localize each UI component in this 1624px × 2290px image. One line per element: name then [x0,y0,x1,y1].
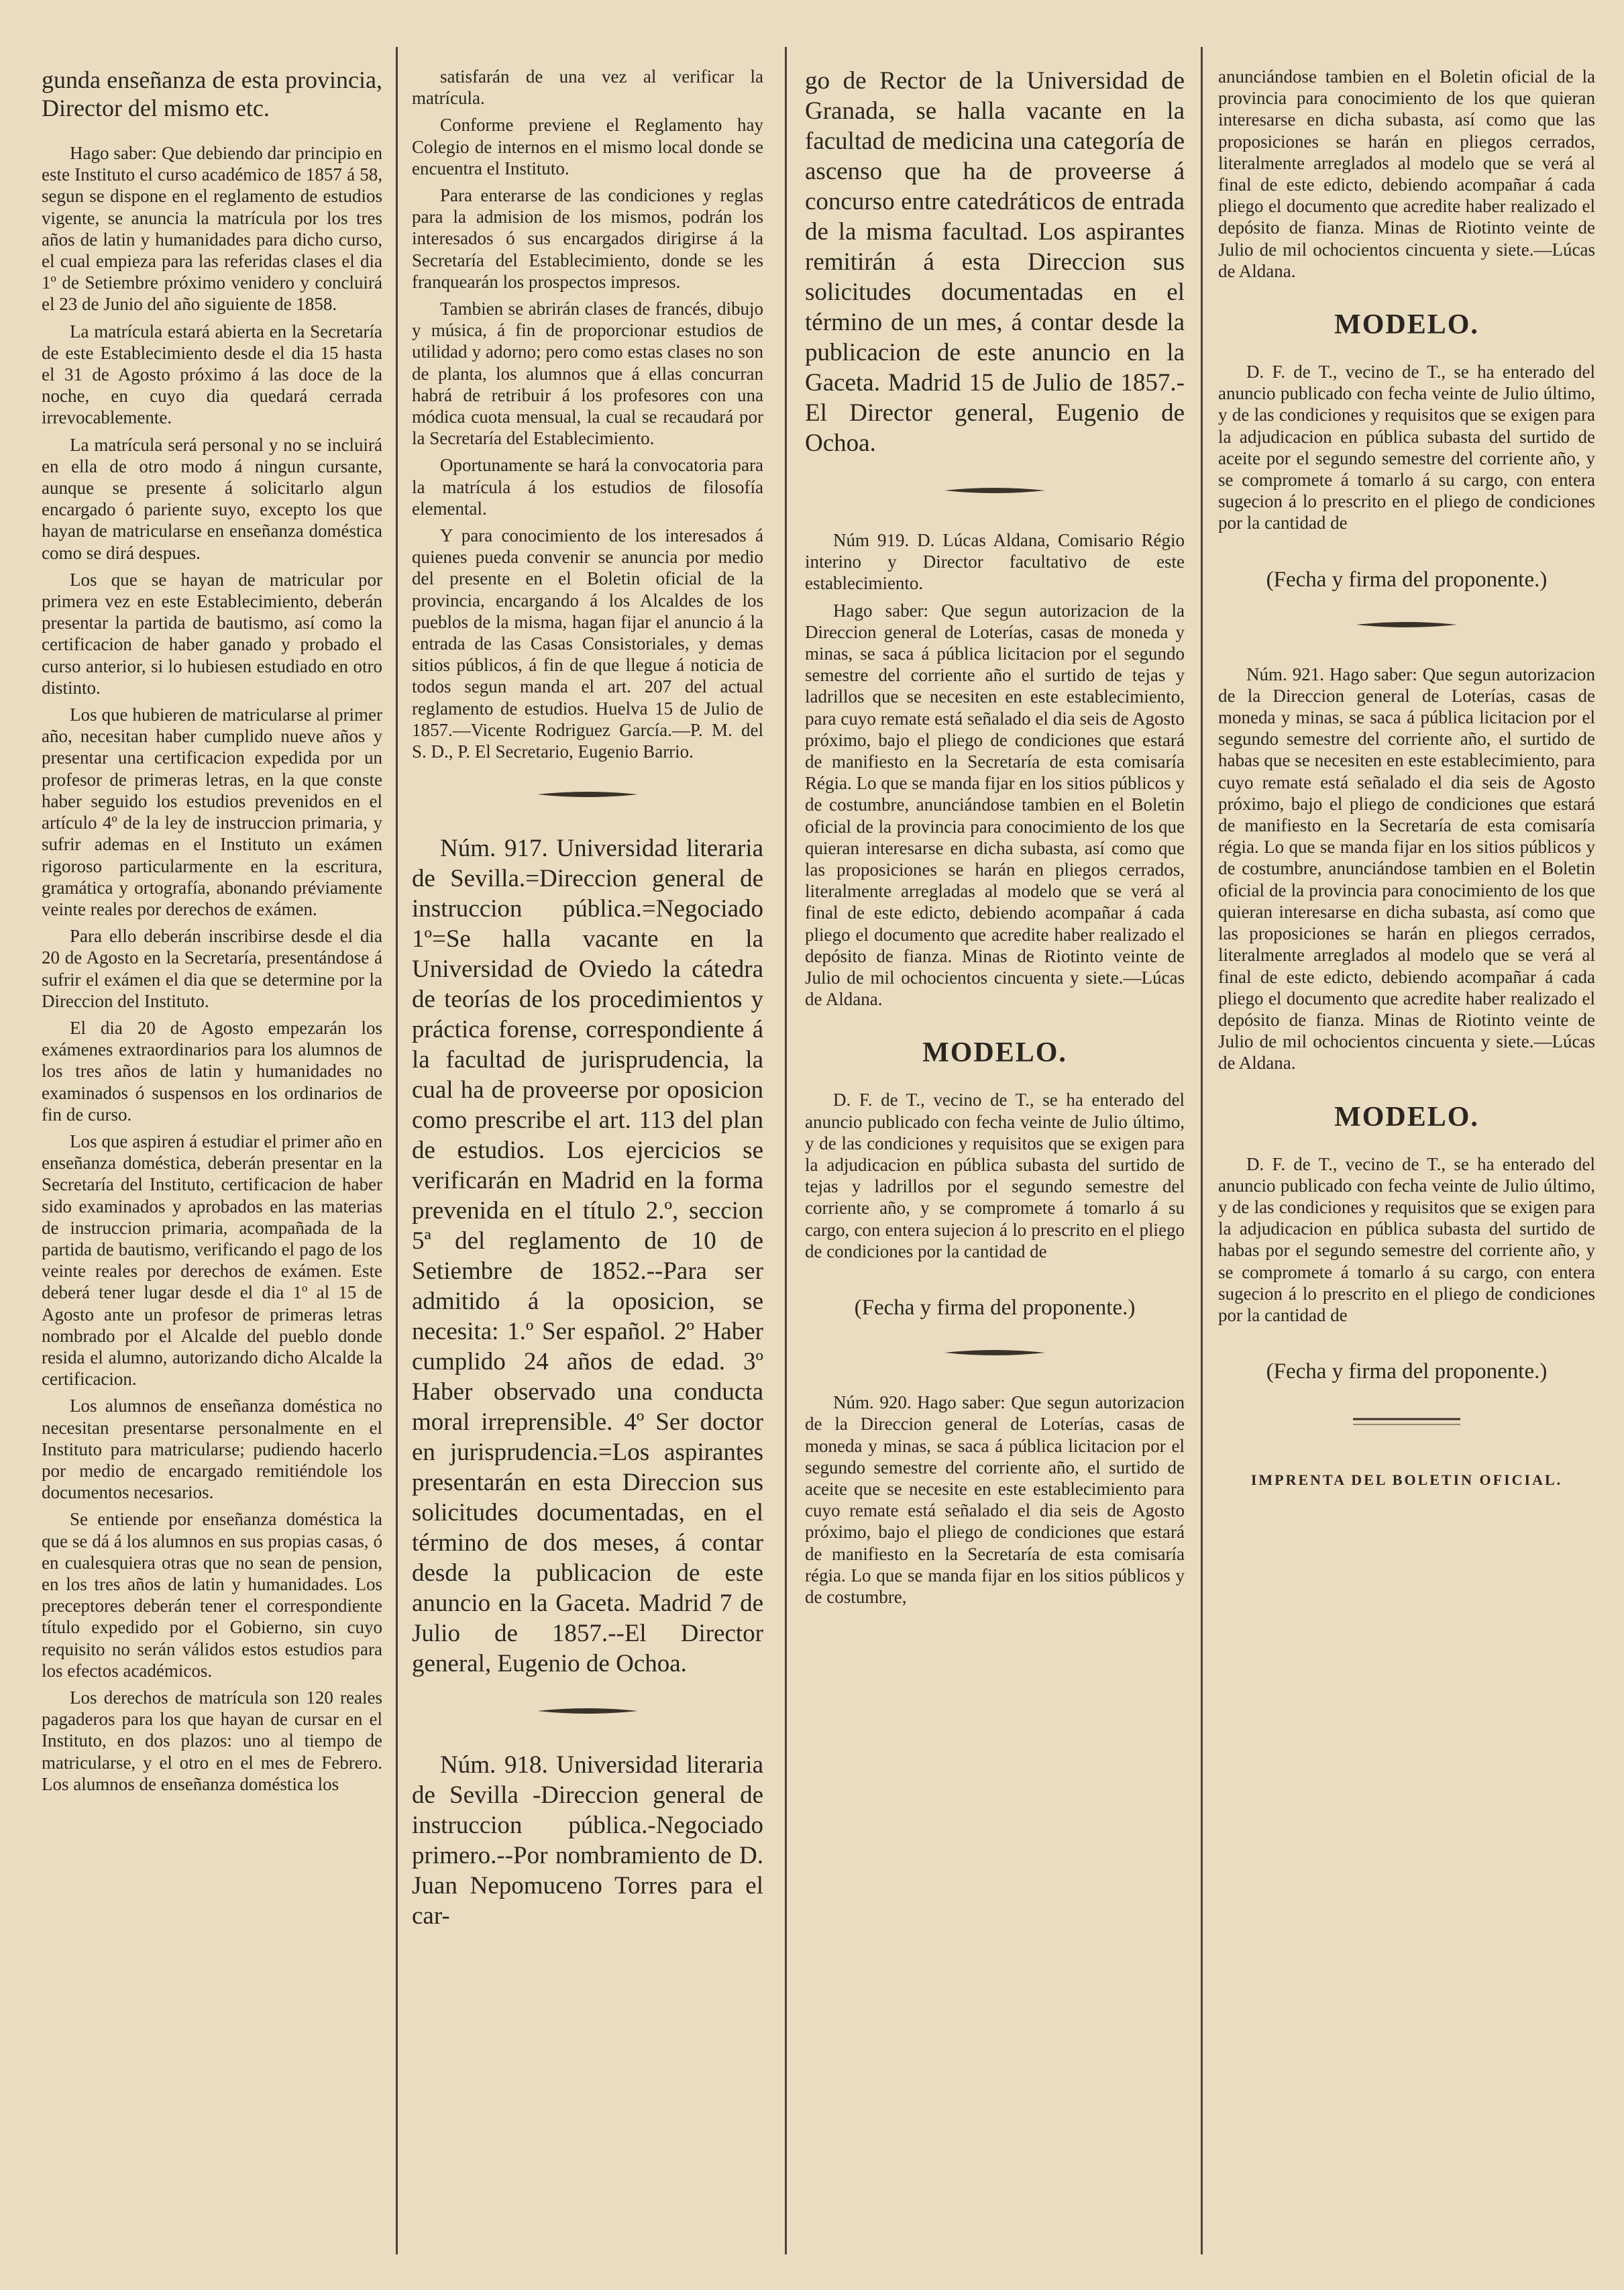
section-separator-rule [537,1706,638,1716]
section-separator-rule [537,789,638,800]
paragraph: Se entiende por enseñanza doméstica la que se dá á los alumnos en sus propias casas, ó en cualesquiera otras que no sean de pension, en los tres años de latin y humanidades. Los preceptores deberán tener el correspondiente título expedido por el Gobierno, sin cuyo requisito no serán válidos estos estudios para los efectos académicos. [42,1509,382,1681]
modelo-heading: MODELO. [1334,1101,1479,1133]
column-1 [42,66,382,1800]
paragraph: Hago saber: Que debiendo dar principio en este Instituto el curso académico de 1857 á 58, segun se dispone en el reglamento de estudios vigente, se anuncia la matrícula por los tres años de latin y humanidades para dicho curso, el cual empieza para las referidas clases el dia 1º de Setiembre próximo venidero y concluirá el 23 de Junio del año siguiente de 1858. [42,143,382,315]
signature-line: (Fecha y firma del proponente.) [1266,567,1548,592]
column-divider [1201,47,1203,2254]
modelo-text: D. F. de T., vecino de T., se ha enterado del anuncio publicado con fecha veinte de Julio último, y de las condiciones y requisitos que se exigen para la adjudicacion en pública subasta del surtido de aceite por el segundo semestre del corriente año, y se compromete á tomarlo á su cargo, con entera sugecion á lo prescrito en el pliego de condiciones por la cantidad de [1218,362,1595,533]
column-divider [785,47,787,2254]
paragraph: Oportunamente se hará la convocatoria para la matrícula á los estudios de filosofía elemental. [412,455,763,519]
modelo-heading: MODELO. [922,1037,1067,1069]
column-2 [412,66,763,1936]
signature-line: (Fecha y firma del proponente.) [1266,1359,1548,1384]
paragraph: Conforme previene el Reglamento hay Colegio de internos en el mismo local donde se encuentra el Instituto. [412,115,763,178]
notice-917: Núm. 917. Universidad literaria de Sevilla.=Direccion general de instruccion pública.=Negociado 1º=Se halla vacante en la Universidad de Oviedo la cátedra de teorías de los procedimientos y práctica forense, correspondiente á la facultad de jurisprudencia, la cual ha de proveerse por oposicion como prescribe el art. 113 del plan de estudios. Los ejercicios se verificarán en Madrid en la forma prevenida en el título 2.º, seccion 5ª del reglamento de 10 de Setiembre de 1852.--Para ser admitido á la oposicion, se necesita: 1.º Ser español. 2º Haber cumplido 24 años de edad. 3º Haber observado una conducta moral irreprensible. 4º Ser doctor en jurisprudencia.=Los aspirantes presentarán en esta Direccion sus solicitudes documentadas, en el término de dos meses, á contar desde la publicacion de este anuncio en la Gaceta. Madrid 7 de Julio de 1857.--El Director general, Eugenio de Ochoa. [412,835,763,1678]
paragraph: Los que hubieren de matricularse al primer año, necesitan haber cumplido nueve años y presentar una certificacion expedida por un profesor de primeras letras, en la que conste haber seguido los estudios prevenidos en el artículo 4º de la ley de instruccion primaria, y sufrir ademas en el Instituto un exámen rigoroso particularmente en la escritura, gramática y ortografía, abonando préviamente veinte reales por derechos de exámen. [42,705,382,919]
column-3 [805,66,1185,1613]
paragraph: Los que aspiren á estudiar el primer año en enseñanza doméstica, deberán presentar en la Secretaría del Instituto, certificacion de haber sido examinados y aprobados en las materias de instruccion primaria, acompañada de la partida de bautismo, verificando el pago de los veinte reales por derechos de exámen. Este deberá tener lugar desde el dia 1º al 15 de Agosto ante un profesor de primeras letras nombrado por el Alcalde del pueblo donde resida el alumno, autorizando dicho Alcalde la certificacion. [42,1131,382,1390]
section-separator-rule [944,1347,1045,1358]
paragraph: La matrícula estará abierta en la Secretaría de este Establecimiento desde el dia 15 hasta el 31 de Agosto próximo á las doce de la noche, en cuyo dia quedará cerrada irrevocablemente. [42,321,382,428]
modelo-heading: MODELO. [1334,309,1479,341]
notice-918: Núm. 918. Universidad literaria de Sevilla -Direccion general de instruccion pública.-Negociado primero.--Por nombramiento de D. Juan Nepomuceno Torres para el car- [412,1751,763,1930]
paragraph: Hago saber: Que segun autorizacion de la Direccion general de Loterías, casas de moneda y minas, se saca á pública licitacion por el segundo semestre del corriente año el surtido de tejas y ladrillos que se necesiten en este establecimiento, para cuyo remate está señalado el dia seis de Agosto próximo, bajo el pliego de condiciones que estará de manifiesto en la Secretaría de esta comisaría Régia. Lo que se manda fijar en los sitios públicos y de costumbre, anunciándose tambien en el Boletin oficial de la provincia para conocimiento de los que quieran interesarse en dicha subasta, así como que las proposiciones se harán en pliegos cerrados, literalmente arregladas al modelo que se verá al final de este edicto, debiendo acompañar á cada pliego el documento que acredite haber realizado el depósito de fianza. Minas de Riotinto veinte de Julio de mil ochocientos cincuenta y siete.—Lúcas de Aldana. [805,600,1185,1010]
notice-919-heading: Núm 919. D. Lúcas Aldana, Comisario Régio interino y Director facultativo de este establecimiento. [805,530,1185,594]
paragraph: Tambien se abrirán clases de francés, dibujo y música, á fin de proporcionar estudios de utilidad y adorno; pero como estas clases no son de planta, los alumnos que á ellas concurran habrá de retribuir á los profesores con una módica cuota mensual, la cual se recaudará por la Secretaría del Establecimiento. [412,299,763,449]
column-divider [396,47,398,2254]
end-ornament-rule [1353,1411,1460,1438]
paragraph: Y para conocimiento de los interesados á quienes pueda convenir se anuncia por medio del presente en el Boletin oficial de la provincia, encargando á los Alcaldes de los pueblos de la misma, hagan fijar el anuncio á la entrada de las Casas Consistoriales, y demas sitios públicos, á fin de que llegue á noticia de todos segun manda el art. 207 del actual reglamento de estudios. Huelva 15 de Julio de 1857.—Vicente Rodriguez García.—P. M. del S. D., P. El Secretario, Eugenio Barrio. [412,525,763,762]
paragraph: Para ello deberán inscribirse desde el dia 20 de Agosto en la Secretaría, presentándose á sufrir el exámen el dia que se determine por la Direccion del Instituto. [42,926,382,1011]
column-4 [1218,66,1595,1489]
notice-918-cont: go de Rector de la Universidad de Granada, se halla vacante en la facultad de medicina una categoría de ascenso que ha de proveerse á concurso entre catedráticos de entrada de la misma facultad. Los aspirantes remitirán á esta Direccion sus solicitudes documentadas en el término de un mes, á contar desde la publicacion de este anuncio en la Gaceta. Madrid 15 de Julio de 1857.-El Director general, Eugenio de Ochoa. [805,67,1185,457]
paragraph: Los alumnos de enseñanza doméstica no necesitan presentarse personalmente en el Instituto para matricularse; pudiendo hacerlo por medio de encargado remitiéndole los documentos necesarios. [42,1396,382,1503]
paragraph: Los derechos de matrícula son 120 reales pagaderos para los que hayan de cursar en el Instituto, en dos plazos: uno al tiempo de matricularse, y el otro en el mes de Febrero. Los alumnos de enseñanza doméstica los [42,1687,382,1794]
paragraph: satisfarán de una vez al verificar la matrícula. [412,66,763,109]
modelo-text: D. F. de T., vecino de T., se ha enterado del anuncio publicado con fecha veinte de Julio último, y de las condiciones y requisitos que se exigen para la adjudicacion en pública subasta del surtido de habas por el segundo semestre del corriente año, y se compromete á tomarlo á su cargo, con entera sugecion á lo prescrito en el pliego de condiciones por la cantidad de [1218,1153,1595,1325]
article-header-cont: gunda enseñanza de esta provincia, Director del mismo etc. [42,66,382,121]
printer-footer: IMPRENTA DEL BOLETIN OFICIAL. [1250,1471,1563,1489]
paragraph: La matrícula será personal y no se incluirá en ella de otro modo á ningun cursante, aunque se presente á solicitarlo algun encargado ó pariente suyo, excepto los que hayan de matricularse en enseñanza doméstica como se dirá despues. [42,434,382,563]
paragraph: El dia 20 de Agosto empezarán los exámenes extraordinarios para los alumnos de los tres años de latin y humanidades no examinados ó suspensos en los ordinarios de fin de curso. [42,1017,382,1125]
section-separator-rule [1356,619,1457,630]
signature-line: (Fecha y firma del proponente.) [854,1296,1136,1320]
notice-920-cont: anunciándose tambien en el Boletin oficial de la provincia para conocimiento de los que quieran interesarse en dicha subasta, así como que las proposiciones se harán en pliegos cerrados, literalmente arreglados al modelo que se verá al final de este edicto, debiendo acompañar á cada pliego el documento que acredite haber realizado el depósito de fianza. Minas de Riotinto veinte de Julio de mil ochocientos cincuenta y siete.—Lúcas de Aldana. [1218,66,1595,281]
section-separator-rule [944,485,1045,496]
notice-920: Núm. 920. Hago saber: Que segun autorizacion de la Direccion general de Loterías, casas de moneda y minas, se saca á pública licitacion por el segundo semestre del corriente año, el surtido de aceite que se necesite en este establecimiento para cuyo remate está señalado el dia seis de Agosto próximo, bajo el pliego de condiciones que estará de manifiesto en la Secretaría de esta comisaría régia. Lo que se manda fijar en los sitios públicos y de costumbre, [805,1392,1185,1607]
paragraph: Para enterarse de las condiciones y reglas para la admision de los mismos, podrán los interesados ó sus encargados dirigirse á la Secretaría del Establecimiento, donde se les franquearán los prospectos impresos. [412,185,763,292]
notice-921: Núm. 921. Hago saber: Que segun autorizacion de la Direccion general de Loterías, casas de moneda y minas, se saca á pública licitacion por el segundo semestre del corriente año, el surtido de habas que se necesiten en este establecimiento, para cuyo remate está señalado el dia seis de Agosto próximo, bajo el pliego de condiciones que estará de manifiesto en la Secretaría de esta comisaría régia. Lo que se manda fijar en los sitios públicos y de costumbre, anunciándose tambien en el Boletin oficial de la provincia para conocimiento de los que quieran interesarse en dicha subasta, así como que las proposiciones se harán en pliegos cerrados, literalmente arreglados al modelo que se verá al final de este edicto, debiendo acompañar á cada pliego el documento que acredite haber realizado el depósito de fianza. Minas de Riotinto veinte de Julio de mil ochocientos cincuenta y siete.—Lúcas de Aldana. [1218,664,1595,1074]
modelo-text: D. F. de T., vecino de T., se ha enterado del anuncio publicado con fecha veinte de Julio último, y de las condiciones y requisitos que se exigen para la adjudicacion en pública subasta del surtido de tejas y ladrillos por el segundo semestre del corriente año, y se compromete á tomarlo á su cargo, con entera sujecion á lo prescrito en el pliego de condiciones por la cantidad de [805,1090,1185,1261]
paragraph: Los que se hayan de matricular por primera vez en este Establecimiento, deberán presentar la partida de bautismo, así como la certificacion de haber ganado y probado el curso anterior, si lo hubiesen estudiado en otro distinto. [42,569,382,698]
